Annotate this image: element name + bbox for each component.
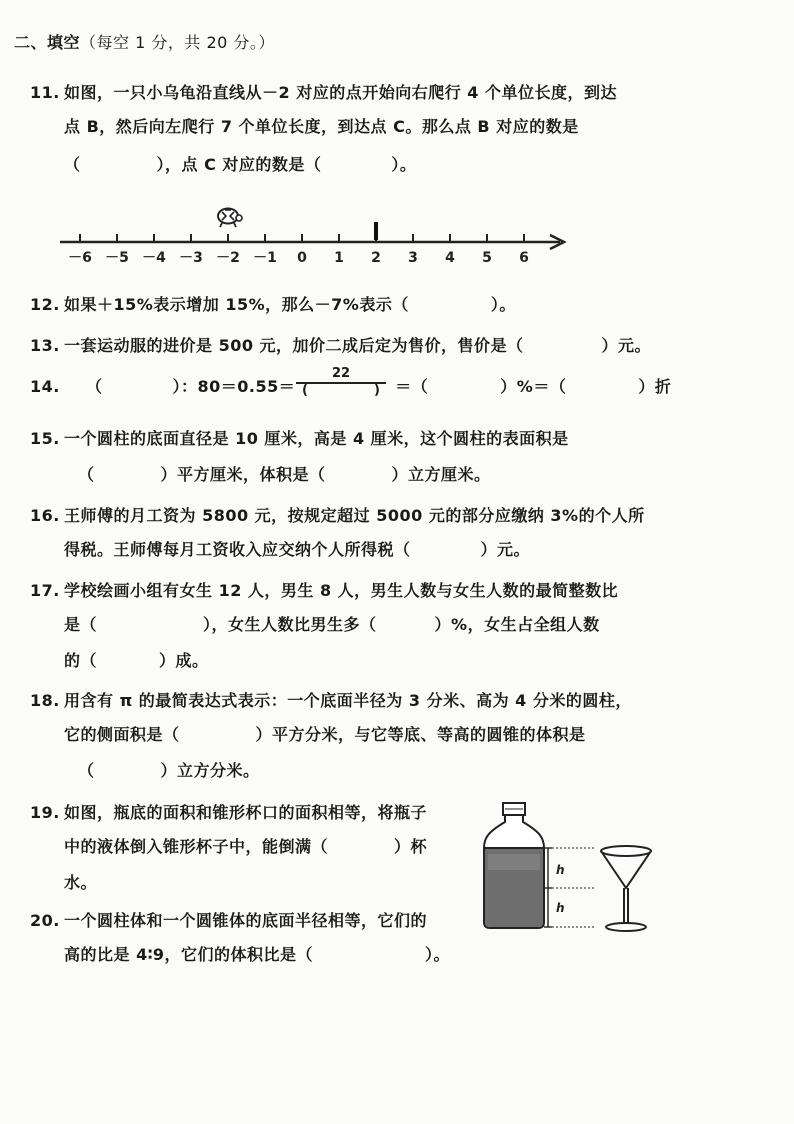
question-number: 15. bbox=[30, 429, 60, 448]
q11-line3 bbox=[64, 152, 416, 175]
question-number: 14. bbox=[30, 377, 60, 396]
fraction bbox=[296, 366, 386, 398]
q15-text-2: ）平方厘米，体积是（ bbox=[160, 465, 326, 484]
q16-text-2: 得税。王师傅每月工资收入应交纳个人所得税（ bbox=[64, 540, 411, 559]
tick-label: 3 bbox=[408, 250, 418, 266]
question-number: 12. bbox=[30, 295, 60, 314]
q11-text: 如图，一只小乌龟沿直线从－2 对应的点开始向右爬行 4 个单位长度，到达 bbox=[64, 83, 617, 102]
q12-line bbox=[30, 292, 516, 315]
q16-text-end: ）元。 bbox=[480, 540, 531, 559]
q15-line1 bbox=[30, 426, 569, 449]
q15-line2 bbox=[64, 462, 491, 485]
q19-text: 如图，瓶底的面积和锥形杯口的面积相等，将瓶子 bbox=[64, 803, 428, 822]
q20-line2 bbox=[64, 942, 450, 965]
question-number: 11. bbox=[30, 83, 60, 102]
question-number: 19. bbox=[30, 803, 60, 822]
tick-label: 0 bbox=[297, 250, 307, 266]
q18-line1 bbox=[30, 688, 632, 711]
q16-line1 bbox=[30, 503, 645, 526]
q11-line2 bbox=[64, 114, 579, 137]
q19-text-2: 中的液体倒入锥形杯子中，能倒满（ bbox=[64, 837, 329, 856]
tick-label: －4 bbox=[142, 250, 166, 266]
q12-text: 如果＋15%表示增加 15%，那么－7%表示（ bbox=[64, 295, 409, 314]
paren-close: ）。 bbox=[391, 155, 417, 174]
paren-open: （ bbox=[78, 761, 95, 780]
q12-text-end: ）。 bbox=[490, 295, 516, 314]
q17-line1 bbox=[30, 578, 618, 601]
question-number: 17. bbox=[30, 581, 60, 600]
paren-open: （ bbox=[78, 465, 95, 484]
q18-text: 用含有 π 的最简表达式表示：一个底面半径为 3 分米、高为 4 分米的圆柱， bbox=[64, 691, 632, 710]
cone-glass-icon bbox=[601, 846, 651, 931]
q14-discount: ）折 bbox=[638, 377, 672, 396]
q18-line3 bbox=[64, 758, 260, 781]
q17-text-4: ）%，女生占全组人数 bbox=[434, 615, 600, 634]
q13-text-end: ）元。 bbox=[601, 336, 652, 355]
q17-text: 学校绘画小组有女生 12 人，男生 8 人，男生人数与女生人数的最简整数比 bbox=[64, 581, 619, 600]
tick-label: 6 bbox=[519, 250, 529, 266]
section-note: （每空 1 分，共 20 分。） bbox=[80, 33, 275, 52]
q17-text-6: ）成。 bbox=[159, 651, 209, 670]
q17-line2 bbox=[64, 612, 600, 635]
question-number: 18. bbox=[30, 691, 60, 710]
section-title: 二、填空 bbox=[14, 33, 81, 52]
tick-label: －5 bbox=[105, 250, 129, 266]
q18-text-2: 它的侧面积是（ bbox=[64, 725, 180, 744]
q15-text: 一个圆柱的底面直径是 10 厘米，高是 4 厘米，这个圆柱的表面积是 bbox=[64, 429, 569, 448]
q20-line1 bbox=[30, 908, 427, 931]
tick-label: －6 bbox=[68, 250, 92, 266]
q17-text-5: 的（ bbox=[64, 651, 98, 670]
question-number: 20. bbox=[30, 911, 60, 930]
q17-text-3: ），女生人数比男生多（ bbox=[203, 615, 377, 634]
q14-equals: ＝（ bbox=[395, 377, 429, 396]
q14-percent: ）%＝（ bbox=[500, 377, 567, 396]
paren-close: ) bbox=[374, 383, 380, 398]
paren-open: ( bbox=[302, 383, 308, 398]
number-line-figure bbox=[56, 196, 576, 270]
q17-line3 bbox=[64, 648, 209, 671]
turtle-icon bbox=[218, 209, 242, 228]
q11-text-3: ），点 C 对应的数是（ bbox=[156, 155, 322, 174]
q20-text: 一个圆柱体和一个圆锥体的底面半径相等，它们的 bbox=[64, 911, 428, 930]
tick-label: 4 bbox=[445, 250, 455, 266]
q13-line bbox=[30, 333, 651, 356]
bottle-and-glass-figure bbox=[478, 800, 664, 936]
q19-line2 bbox=[64, 834, 427, 857]
q17-text-2: 是（ bbox=[64, 615, 98, 634]
q19-line1 bbox=[30, 800, 427, 823]
fraction-numerator: 22 bbox=[331, 366, 351, 381]
section-header bbox=[14, 30, 275, 53]
q19-line3 bbox=[64, 870, 97, 893]
tick-label: －1 bbox=[253, 250, 277, 266]
fraction-denominator[interactable] bbox=[296, 384, 386, 398]
paren-open: （ bbox=[64, 155, 81, 174]
q20-text-end: ）。 bbox=[425, 945, 451, 964]
q20-text-2: 高的比是 4∶9，它们的体积比是（ bbox=[64, 945, 314, 964]
q16-text: 王师傅的月工资为 5800 元，按规定超过 5000 元的部分应缴纳 3%的个人所 bbox=[64, 506, 645, 525]
q15-text-3: ）立方厘米。 bbox=[391, 465, 491, 484]
tick-label: 2 bbox=[371, 250, 381, 266]
number-line-ticks bbox=[68, 234, 529, 266]
q19-text-4: 水。 bbox=[64, 873, 98, 892]
q16-line2 bbox=[64, 537, 530, 560]
q19-text-3: ）杯 bbox=[394, 837, 428, 856]
q18-line2 bbox=[64, 722, 586, 745]
question-number: 13. bbox=[30, 336, 60, 355]
question-number: 16. bbox=[30, 506, 60, 525]
height-dimension bbox=[544, 848, 596, 927]
tick-label: 1 bbox=[334, 250, 344, 266]
q11-text-2: 点 B，然后向左爬行 7 个单位长度，到达点 C。那么点 B 对应的数是 bbox=[64, 117, 579, 136]
q18-text-4: ）立方分米。 bbox=[160, 761, 260, 780]
height-label-bottom: h bbox=[556, 901, 565, 915]
bottle-icon bbox=[484, 803, 544, 928]
q18-text-3: ）平方分米，与它等底、等高的圆锥的体积是 bbox=[255, 725, 586, 744]
tick-label: 5 bbox=[482, 250, 492, 266]
height-label-top: h bbox=[556, 863, 565, 877]
tick-label: －3 bbox=[179, 250, 203, 266]
tick-label: －2 bbox=[216, 250, 240, 266]
q13-text: 一套运动服的进价是 500 元，加价二成后定为售价，售价是（ bbox=[64, 336, 524, 355]
q11-line1 bbox=[30, 80, 617, 103]
paren-open: （ bbox=[86, 377, 103, 396]
q14-ratio-text: ）：80＝0.55＝ bbox=[172, 377, 296, 396]
